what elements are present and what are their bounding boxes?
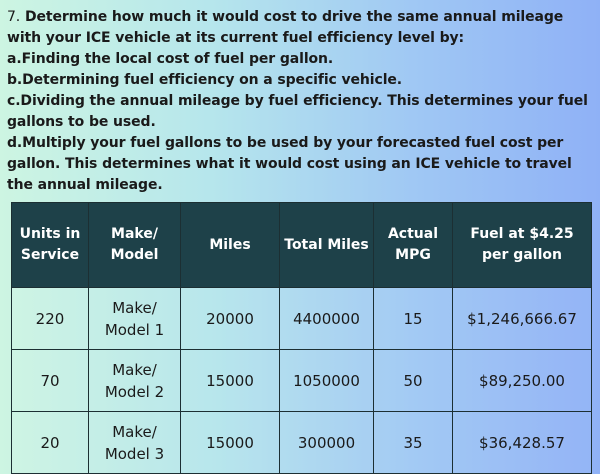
cell-fuel-cost: $36,428.57 [453,412,592,474]
header-miles: Miles [181,203,280,288]
header-units-in-service: Units in Service [12,203,89,288]
question-prompt: Determine how much it would cost to drive the same annual mileage with your ICE vehicle at its current fuel efficiency level by: [7,9,564,46]
cell-total-miles: 4400000 [280,288,374,350]
step-c: c.Dividing the annual mileage by fuel efficiency. This determines your fuel gallons to be used. [7,93,588,130]
table-row [12,350,592,412]
cell-mpg: 15 [374,288,453,350]
table-row [12,288,592,350]
cell-make-model: Make/ Model 3 [89,412,181,474]
fuel-cost-table [11,202,592,474]
header-actual-mpg: Actual MPG [374,203,453,288]
header-make-model: Make/ Model [89,203,181,288]
cell-units: 70 [12,350,89,412]
cell-fuel-cost: $1,246,666.67 [453,288,592,350]
cell-miles: 15000 [181,350,280,412]
table-row [12,412,592,474]
step-d: d.Multiply your fuel gallons to be used by your forecasted fuel cost per gallon. This determines what it would cost using an ICE vehicle to travel the annual mileage. [7,135,572,193]
header-fuel-cost: Fuel at $4.25 per gallon [453,203,592,288]
cell-mpg: 50 [374,350,453,412]
step-b: b.Determining fuel efficiency on a specific vehicle. [7,72,403,88]
cell-units: 220 [12,288,89,350]
cell-units: 20 [12,412,89,474]
header-total-miles: Total Miles [280,203,374,288]
table-header-row [12,203,592,288]
cell-make-model: Make/ Model 2 [89,350,181,412]
step-a: a.Finding the local cost of fuel per gallon. [7,51,334,67]
cell-total-miles: 300000 [280,412,374,474]
cell-miles: 15000 [181,412,280,474]
cell-miles: 20000 [181,288,280,350]
question-number: 7. [7,9,21,25]
cell-make-model: Make/ Model 1 [89,288,181,350]
cell-total-miles: 1050000 [280,350,374,412]
instructions [7,7,595,196]
cell-mpg: 35 [374,412,453,474]
cell-fuel-cost: $89,250.00 [453,350,592,412]
